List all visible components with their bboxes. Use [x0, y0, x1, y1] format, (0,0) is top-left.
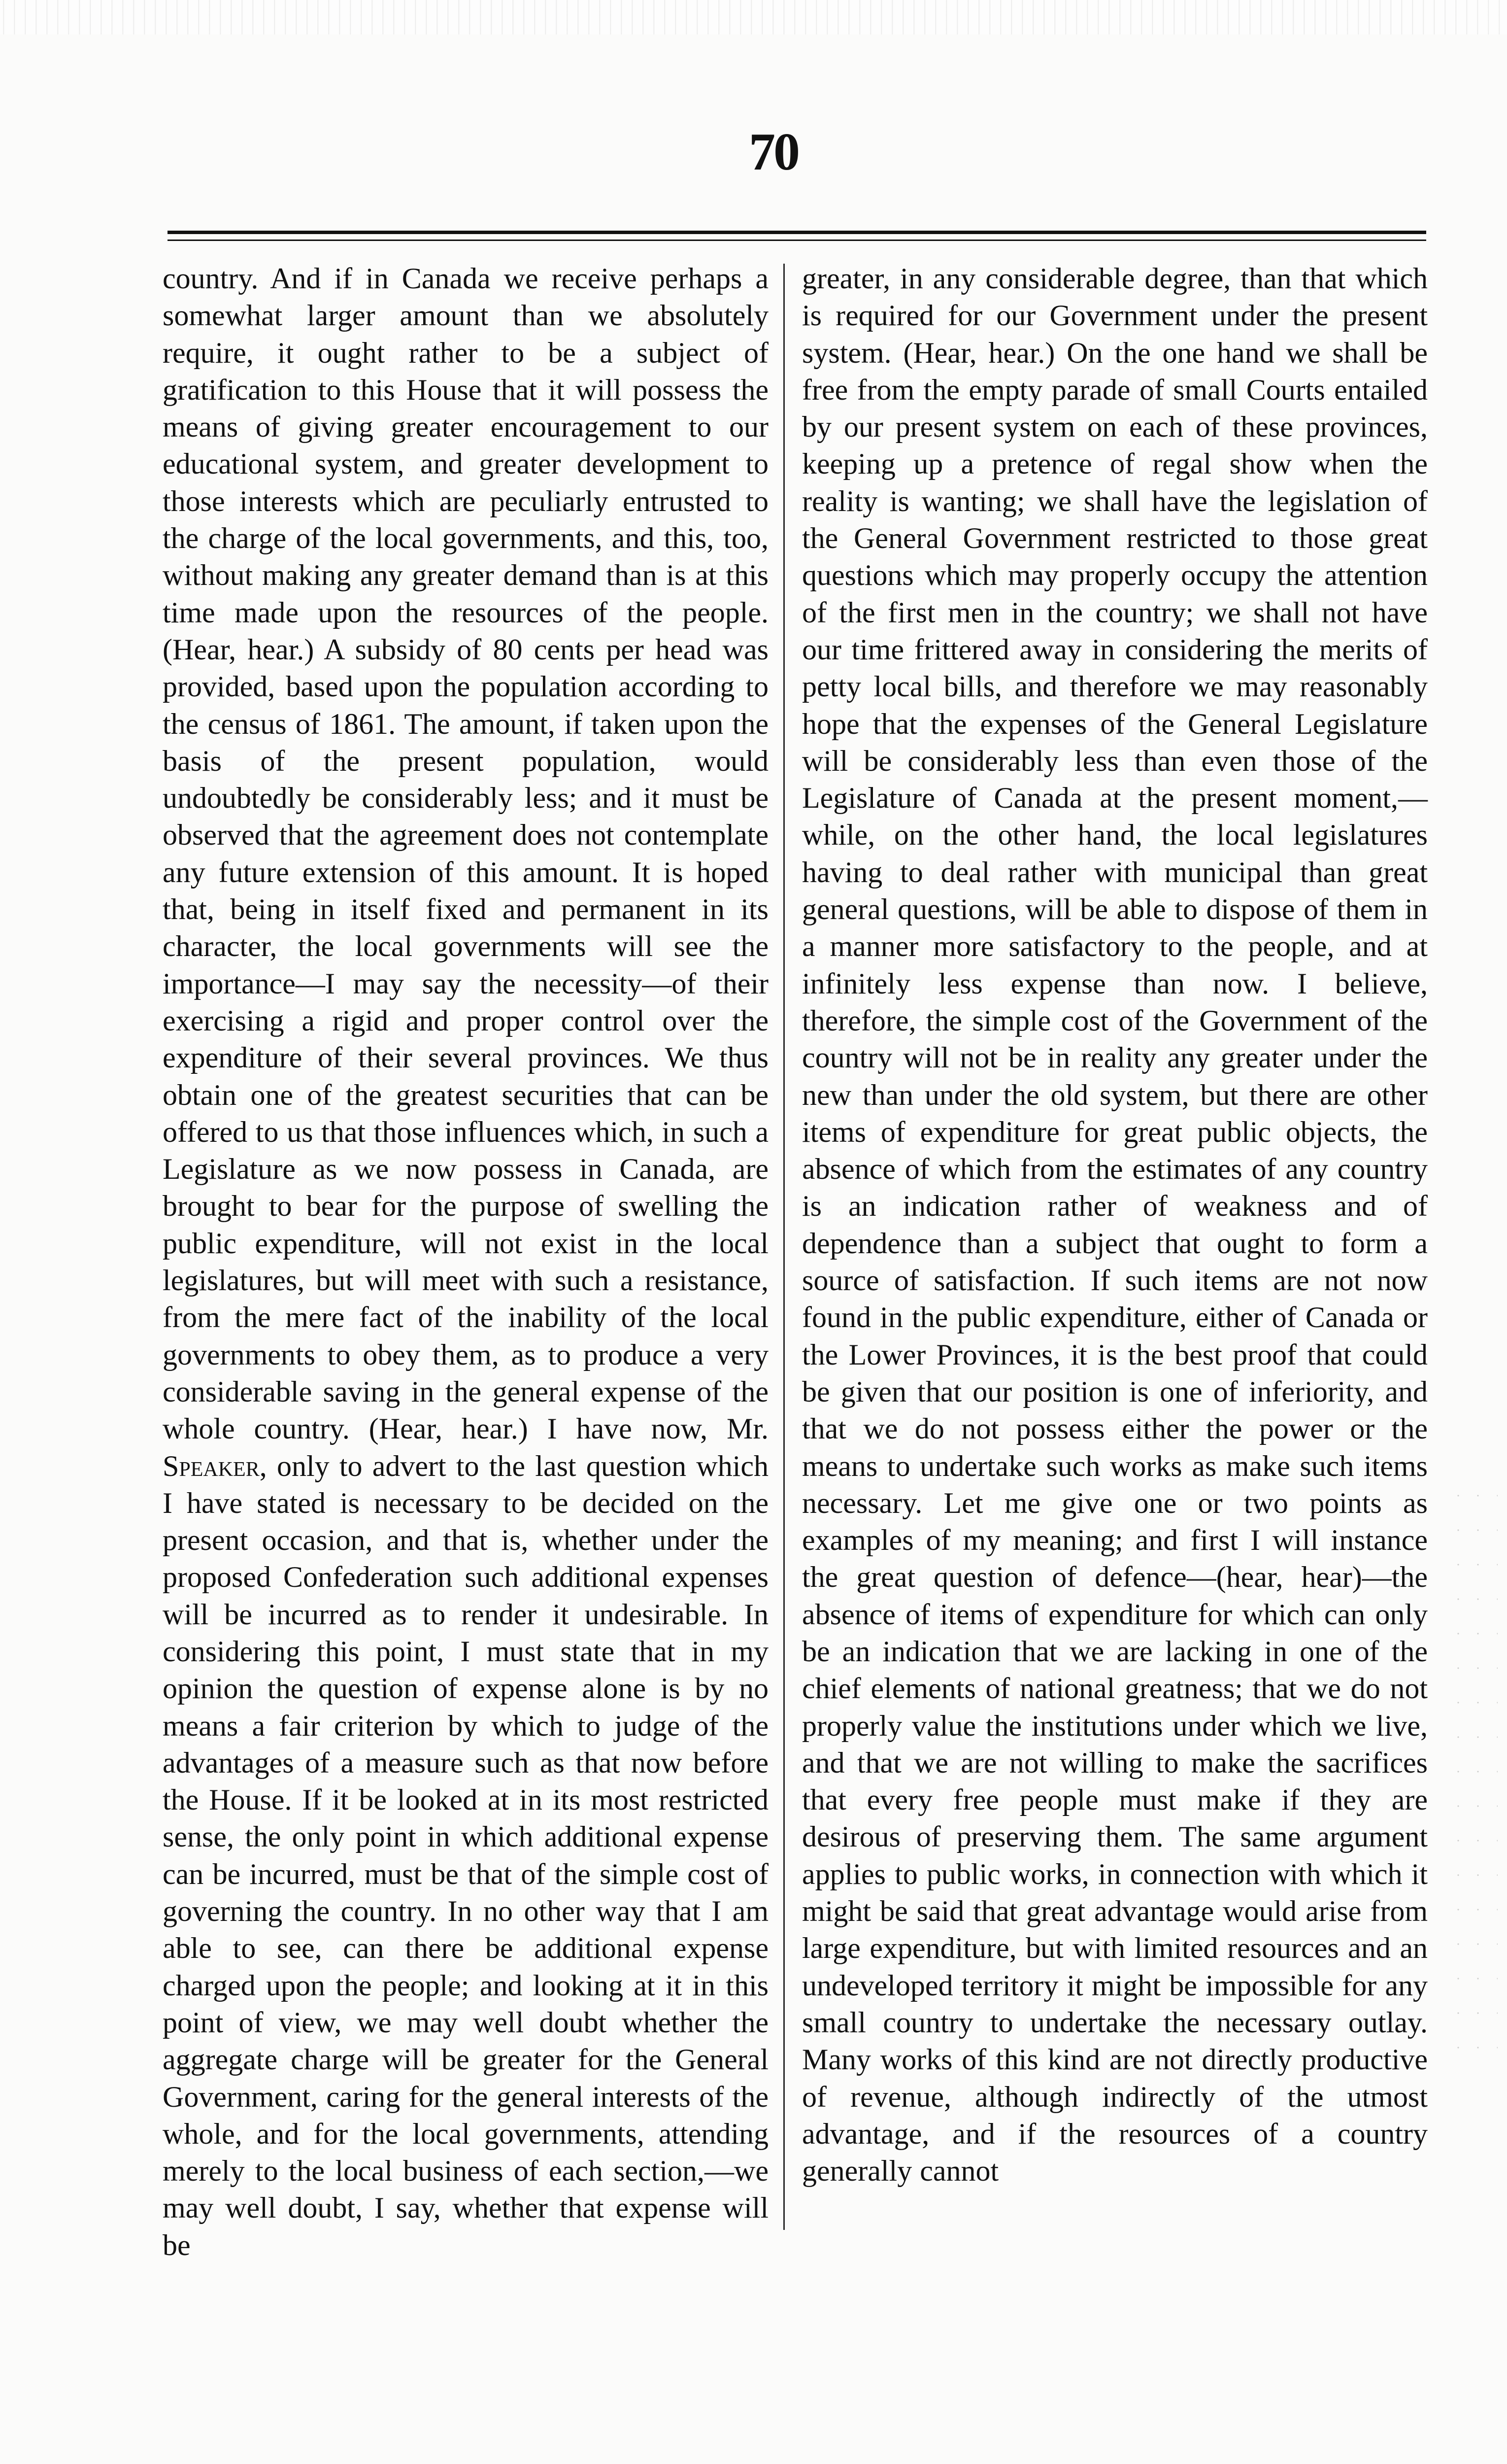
left-column: [163, 260, 769, 2261]
column-divider: [783, 264, 785, 2230]
left-column-paragraph: [163, 260, 769, 2264]
left-column-text-part-2: , only to advert to the last question which I have stated is necessary to be decided on the present occasion, and that is, whether under the proposed Confederation such additional expenses will be incurred as to render it undesirable. In considering this point, I must state that in my opinion the question of expense alone is by no means a fair criterion by which to judge of the advantages of a measure such as that now before the House. If it be looked at in its most restricted sense, the only point in which additional expense can be incurred, must be that of the simple cost of governing the country. In no other way that I am able to see, can there be additional expense charged upon the people; and looking at it in this point of view, we may well doubt whether the aggregate charge will be greater for the General Government, caring for the general interests of the whole, and for the local governments, attending merely to the local business of each section,—we may well doubt, I say, whether that expense will be: [163, 1449, 769, 2261]
scan-noise-margin: [1448, 1478, 1498, 2070]
right-column: [802, 260, 1428, 2236]
left-column-text-part-1: country. And if in Canada we receive perhaps a somewhat larger amount than we absolutely require, it ought rather to be a subject of gratification to this House that it will possess the means of giving greater encouragement to our educational system, and greater development to those interests which are peculiarly entrusted to the charge of the local governments, and this, too, without making any greater demand than is at this time made upon the resources of the people. (Hear, hear.) A subsidy of 80 cents per head was provided, based upon the population according to the census of 1861. The amount, if taken upon the basis of the present population, would undoubtedly be considerably less; and it must be observed that the agreement does not contemplate any future extension of this amount. It is hoped that, being in itself fixed and permanent in its character, the local governments will see the importance—I may say the necessity—of their exercising a rigid and proper control over the expenditure of their several provinces. We thus obtain one of the greatest securities that can be offered to us that those influences which, in such a Legislature as we now possess in Canada, are brought to bear for the purpose of swelling the public expenditure, will not exist in the local legislatures, but will meet with such a resistance, from the mere fact of the inability of the local governments to obey them, as to produce a very considerable saving in the general expense of the whole country. (Hear, hear.) I have now, Mr.: [163, 262, 769, 1445]
right-column-paragraph: greater, in any considerable degree, than that which is required for our Government under the present system. (Hear, hear.) On the one hand we shall be free from the empty parade of small Courts entailed by our present system on each of these provinces, keeping up a pretence of regal show when the reality is wanting; we shall have the legislation of the General Government restricted to those great questions which may properly occupy the attention of the first men in the country; we shall not have our time frittered away in considering the merits of petty local bills, and therefore we may reasonably hope that the expenses of the General Legislature will be considerably less than even those of the Legislature of Canada at the present moment,—while, on the other hand, the local legislatures having to deal rather with municipal than great general questions, will be able to dispose of them in a manner more satisfactory to the people, and at infinitely less expense than now. I believe, therefore, the simple cost of the Government of the country will not be in reality any greater under the new than under the old system, but there are other items of expenditure for great public objects, the absence of which from the estimates of any country is an indication rather of weakness and of dependence than a subject that ought to form a source of satisfaction. If such items are not now found in the public expenditure, either of Canada or the Lower Provinces, it is the best proof that could be given that our position is one of inferiority, and that we do not possess either the power or the means to undertake such works as make such items necessary. Let me give one or two points as examples of my meaning; and first I will instance the great question of defence—(hear, hear)—the absence of items of expenditure for which can only be an indication that we are lacking in one of the chief elements of national greatness; that we do not properly value the institutions under which we live, and that we are not willing to make the sacrifices that every free people must make if they are desirous of preserving them. The same argument applies to public works, in connection with which it might be said that great advantage would arise from large expenditure, but with limited resources and an undeveloped territory it might be impossible for any small country to undertake the necessary outlay. Many works of this kind are not directly productive of revenue, although indirectly of the utmost advantage, and if the resources of a country generally cannot: [802, 262, 1428, 2188]
speaker-title: Speaker: [163, 1449, 260, 1482]
scan-noise-top: [0, 0, 1507, 34]
header-rule-thick: [167, 231, 1426, 234]
header-rule-thin: [167, 240, 1426, 241]
page-number: 70: [749, 123, 798, 181]
